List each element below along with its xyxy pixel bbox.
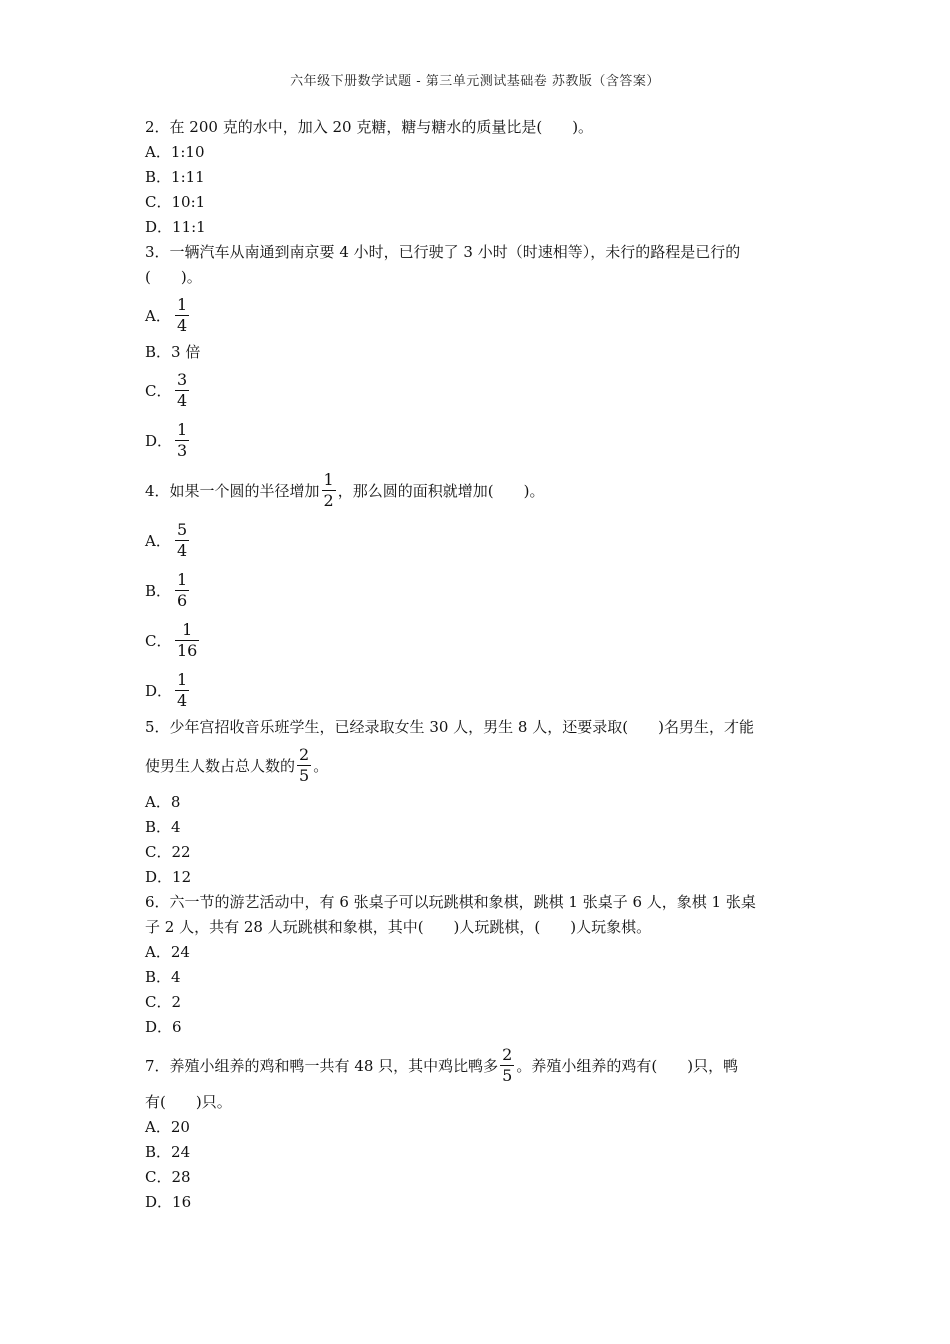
denominator: 5 (299, 765, 310, 785)
question-text: ，那么圆的面积就增加( )。 (337, 481, 545, 500)
q2-option-c: C．10:1 (145, 193, 206, 211)
denominator: 16 (177, 640, 198, 660)
question-text: 7．养殖小组养的鸡和鸭一共有 48 只，其中鸡比鸭多 (145, 1056, 499, 1075)
question-5-line-2 (145, 740, 810, 790)
question-6-line-2: 子 2 人，共有 28 人玩跳棋和象棋，其中( )人玩跳棋，( )人玩象棋。 (145, 918, 652, 936)
denominator: 4 (177, 690, 188, 710)
numerator: 1 (177, 669, 188, 689)
q2-option-d: D．11:1 (145, 218, 206, 236)
q3-option-b (145, 340, 810, 365)
q2-option-a: A．1:10 (145, 143, 205, 161)
option-text: 3 倍 (171, 343, 201, 361)
fraction (500, 1045, 514, 1086)
numerator: 1 (177, 419, 188, 439)
q5-option-d: D．12 (145, 868, 192, 886)
question-7-line-2: 有( )只。 (145, 1093, 232, 1111)
numerator: 2 (502, 1044, 513, 1064)
fraction (175, 520, 189, 561)
q2-option-b: B．1:11 (145, 168, 205, 186)
option-label: C． (145, 381, 172, 400)
option-label: D． (145, 431, 173, 450)
option-label: C． (145, 631, 172, 650)
q7-option-b: B．24 (145, 1143, 191, 1161)
numerator: 1 (177, 569, 188, 589)
fraction (175, 420, 189, 461)
q7-option-a: A．20 (145, 1118, 190, 1136)
q5-option-a: A．8 (145, 793, 181, 811)
question-6-line-1: 6．六一节的游艺活动中，有 6 张桌子可以玩跳棋和象棋，跳棋 1 张桌子 6 人，象棋 1 张桌 (145, 893, 756, 911)
denominator: 2 (323, 490, 334, 510)
q7-option-d: D．16 (145, 1193, 192, 1211)
question-text: 。养殖小组养的鸡有( )只，鸭 (516, 1056, 739, 1075)
denominator: 3 (177, 440, 188, 460)
q4-option-b (145, 565, 810, 615)
question-4 (145, 465, 810, 515)
fraction (175, 295, 189, 336)
numerator: 1 (182, 619, 193, 639)
option-label: D． (145, 681, 173, 700)
q3-option-d (145, 415, 810, 465)
denominator: 4 (177, 540, 188, 560)
q6-option-b: B．4 (145, 968, 181, 986)
q5-option-b: B．4 (145, 818, 181, 836)
q3-option-a (145, 290, 810, 340)
question-text: 使男生人数占总人数的 (145, 756, 296, 775)
fraction (297, 745, 311, 786)
q3-option-c (145, 365, 810, 415)
denominator: 4 (177, 390, 188, 410)
numerator: 2 (299, 744, 310, 764)
q6-option-c: C．2 (145, 993, 182, 1011)
denominator: 6 (177, 590, 188, 610)
q6-option-a: A．24 (145, 943, 190, 961)
fraction (322, 470, 336, 511)
numerator: 3 (177, 369, 188, 389)
fraction (175, 670, 189, 711)
question-text: 。 (313, 756, 329, 775)
question-7-line-1 (145, 1040, 810, 1090)
q7-option-c: C．28 (145, 1168, 191, 1186)
denominator: 5 (502, 1065, 513, 1085)
q4-option-c (145, 615, 810, 665)
option-label: B． (145, 581, 172, 600)
question-text: 4．如果一个圆的半径增加 (145, 481, 320, 500)
numerator: 5 (177, 519, 188, 539)
denominator: 4 (177, 315, 188, 335)
question-list (145, 115, 810, 1215)
fraction (175, 620, 199, 661)
question-2: 2．在 200 克的水中，加入 20 克糖，糖与糖水的质量比是( )。 (145, 118, 594, 136)
page-header: 六年级下册数学试题 - 第三单元测试基础卷 苏教版（含答案） (290, 74, 660, 89)
numerator: 1 (177, 294, 188, 314)
numerator: 1 (323, 469, 334, 489)
q4-option-a (145, 515, 810, 565)
q6-option-d: D．6 (145, 1018, 182, 1036)
q5-option-c: C．22 (145, 843, 191, 861)
question-5-line-1: 5．少年宫招收音乐班学生，已经录取女生 30 人，男生 8 人，还要录取( )名男生，才能 (145, 718, 754, 736)
fraction (175, 370, 189, 411)
fraction (175, 570, 189, 611)
q4-option-d (145, 665, 810, 715)
option-label: A． (145, 306, 171, 325)
option-label: A． (145, 531, 171, 550)
question-3-line-1: 3．一辆汽车从南通到南京要 4 小时，已行驶了 3 小时（时速相等），未行的路程是已行的 (145, 243, 741, 261)
option-label: B． (145, 343, 172, 361)
question-3-line-2: ( )。 (145, 268, 202, 286)
